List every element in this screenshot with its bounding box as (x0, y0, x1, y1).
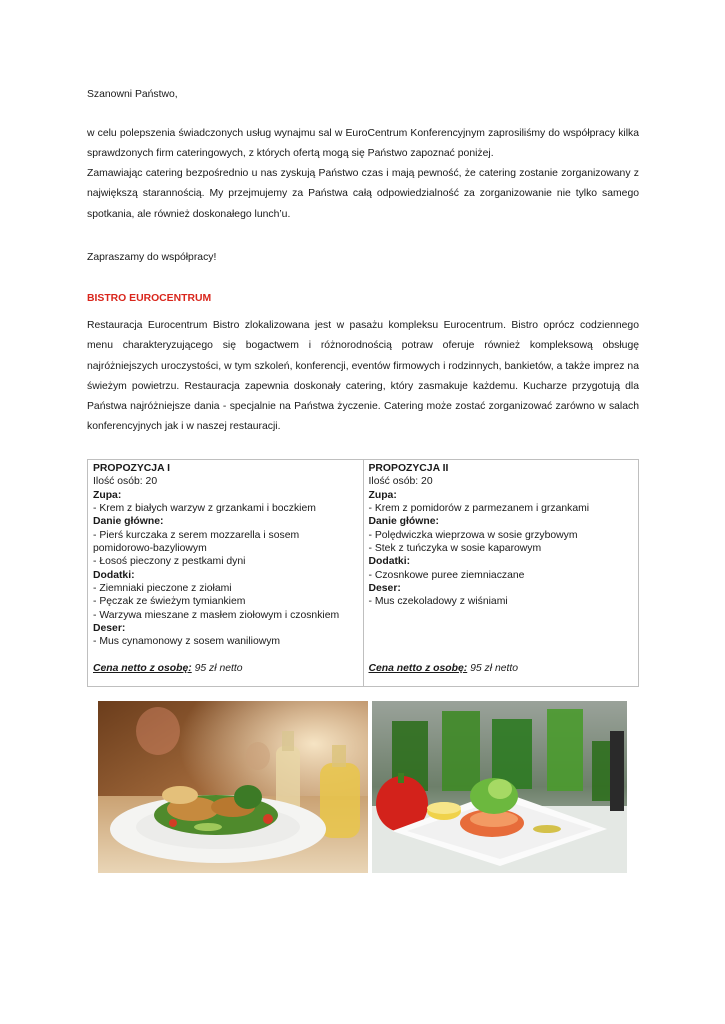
menu-title: PROPOZYCJA II (368, 463, 449, 474)
salmon-photo (372, 701, 627, 873)
dessert-label: Deser: (368, 583, 401, 595)
menu-item: - Łosoś pieczony z pestkami dyni (93, 556, 246, 568)
menu-table (87, 459, 639, 687)
persons-count: Ilość osób: 20 (368, 476, 433, 488)
sides-label: Dodatki: (93, 569, 135, 581)
menu-item: - Mus czekoladowy z wiśniami (368, 596, 508, 608)
menu-item: - Krem z pomidorów z parmezanem i grzankami (368, 503, 590, 515)
menu-column-p2 (363, 460, 639, 687)
menu-item: - Pęczak ze świeżym tymiankiem (93, 596, 246, 608)
intro-paragraph-1: w celu polepszenia świadczonych usług wynajmu sal w EuroCentrum Konferencyjnym zaprosiliśmy do współpracy kilka sprawdzonych firm cateringowych, z których ofertą mogą się Państwo zapoznać poniżej. (87, 128, 639, 160)
invitation: Zapraszamy do współpracy! (87, 252, 217, 263)
menu-column-p1 (88, 460, 364, 687)
price-line (369, 662, 634, 675)
mains-label: Danie główne: (93, 516, 164, 528)
section-heading: BISTRO EUROCENTRUM (87, 293, 212, 304)
sides-label: Dodatki: (368, 556, 411, 568)
menu-item: - Polędwiczka wieprzowa w sosie grzybowym (368, 529, 578, 541)
dessert-label: Deser: (93, 623, 126, 635)
intro-paragraph-2: Zamawiając catering bezpośrednio u nas zyskują Państwo czas i mają pewność, że catering zostanie zorganizowany z największą starannością. My przejmujemy za Państwa całą odpowiedzialność za zorganizowanie nie tylko samego spotkania, ale również doskonałego lunch’u. (87, 168, 639, 220)
menu-item: - Krem z białych warzyw z grzankami i boczkiem (93, 503, 316, 515)
price-label: Cena netto z osobę: (368, 662, 468, 674)
menu-item: - Stek z tuńczyka w sosie kaparowym (368, 543, 542, 555)
salad-photo (98, 701, 368, 873)
menu-item: - Mus cynamonowy z sosem waniliowym (93, 636, 281, 648)
price-line (93, 662, 358, 675)
mains-label: Danie główne: (368, 516, 439, 528)
price-label: Cena netto z osobę: (93, 662, 192, 674)
menu-item: - Czosnkowe puree ziemniaczane (368, 569, 525, 581)
section-body: Restauracja Eurocentrum Bistro zlokalizowana jest w pasażu kompleksu Eurocentrum. Bistro oprócz codziennego menu charakteryzującego się bogactwem i różnorodnością potraw oferuje również kompleksową obsługę najróżniejszych uroczystości, w tym szkoleń, konferencji, eventów firmowych i rodzinnych, bankietów, a także imprez na świeżym powietrzu. Restauracja zapewnia doskonały catering, który zasmakuje każdemu. Kucharze przygotują dla Państwa najróżniejsze dania - specjalnie na Państwa życzenie. Catering może zostać zorganizować zarówno w salach konferencyjnych jak i w naszej restauracji. (87, 320, 639, 433)
persons-count: Ilość osób: 20 (93, 476, 158, 488)
menu-item: - Warzywa mieszane z masłem ziołowym i czosnkiem (93, 609, 340, 621)
menu-item: - Ziemniaki pieczone z ziołami (93, 583, 232, 595)
soup-label: Zupa: (93, 489, 122, 501)
price-value: 95 zł netto (467, 662, 519, 674)
menu-item: - Pierś kurczaka z serem mozzarella i sosem pomidorowo-bazyliowym (93, 529, 300, 555)
greeting: Szanowni Państwo, (87, 89, 178, 100)
menu-title: PROPOZYCJA I (93, 463, 170, 474)
soup-label: Zupa: (368, 489, 397, 501)
price-value: 95 zł netto (191, 662, 243, 674)
